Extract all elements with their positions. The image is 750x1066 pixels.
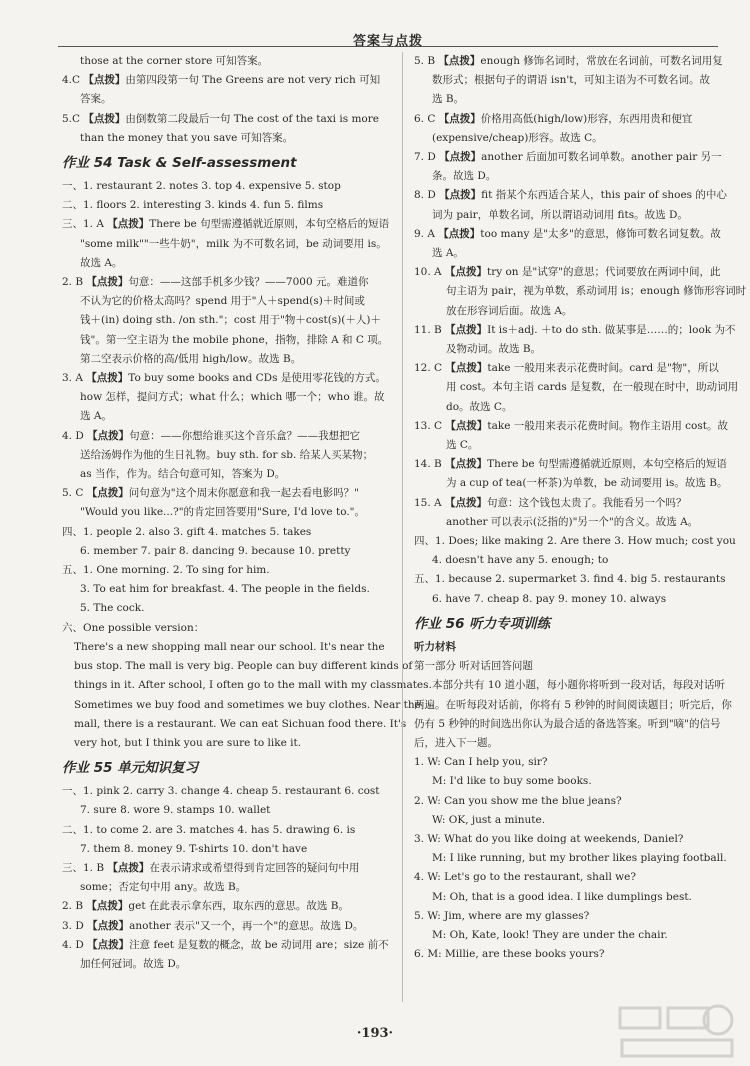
hint-marker: 【点拨】	[444, 496, 487, 509]
hint-marker: 【点拨】	[86, 276, 129, 289]
text-line: 选 A。	[80, 410, 112, 423]
text-line: 六、One possible version：	[62, 621, 205, 634]
text-line: 6. member 7. pair 8. dancing 9. because 10. pretty	[80, 544, 351, 557]
text-line: 故选 A。	[80, 256, 123, 269]
text-line: 三、1. B 【点拨】在表示请求或希望得到肯定回答的疑问句中用	[62, 861, 360, 874]
text-line: 本部分共有 10 道小题，每小题你将听到一段对话，每段对话听	[432, 679, 726, 692]
section-heading: 作业 54 Task & Self-assessment	[62, 155, 297, 172]
text-line: 加任何冠词。故选 D。	[80, 957, 187, 970]
text-line: mall, there is a restaurant. We can eat Sichuan food there. It's	[74, 717, 407, 730]
text-line: do。故选 C。	[446, 400, 513, 413]
hint-marker: 【点拨】	[445, 458, 488, 471]
text-line: 词为 pair，单数名词，所以谓语动词用 fits。故选 D。	[432, 208, 688, 221]
text-line: things in it. After school, I often go to the mall with my classmates.	[74, 679, 432, 692]
text-line: 五、1. because 2. supermarket 3. find 4. big 5. restaurants	[414, 573, 726, 586]
text-line: 3. A 【点拨】To buy some books and CDs 是使用零花钱的方式。	[62, 372, 386, 385]
text-line: W: OK, just a minute.	[432, 813, 546, 826]
text-line: 2. B 【点拨】get 在此表示拿东西，取东西的意思。故选 B。	[62, 900, 349, 913]
text-line: 两遍。在听每段对话前，你将有 5 秒钟的时间阅读题目；听完后，你	[414, 698, 732, 711]
text-line: 送给汤姆作为他的生日礼物。buy sth. for sb. 给某人买某物；	[80, 448, 374, 461]
text-line: 6. C 【点拨】价格用高低(high/low)形容，东西用贵和便宜	[414, 112, 693, 125]
text-line: 12. C 【点拨】take 一般用来表示花费时间。card 是"物"，所以	[414, 362, 719, 375]
text-line: Sometimes we buy food and sometimes we buy clothes. Near the	[74, 698, 421, 711]
hint-marker: 【点拨】	[438, 55, 481, 67]
text-line: M: I'd like to buy some books.	[432, 775, 592, 788]
hint-marker: 【点拨】	[438, 227, 481, 240]
text-line: 6. have 7. cheap 8. pay 9. money 10. always	[432, 592, 667, 605]
text-line: 用 cost。本句主语 cards 是复数，在一般现在时中，助动词用	[446, 381, 739, 394]
hint-marker: 【点拨】	[445, 323, 488, 336]
watermark-logo	[612, 1000, 742, 1060]
hint-marker: 【点拨】	[445, 419, 488, 432]
text-line: 2. W: Can you show me the blue jeans?	[414, 794, 622, 807]
text-line: M: I like running, but my brother likes playing football.	[432, 852, 727, 865]
text-line: 15. A 【点拨】句意：这个钱包太贵了。我能看另一个吗？	[414, 496, 687, 509]
text-line: 不认为它的价格太高吗？spend 用于"人＋spend(s)＋时间或	[80, 295, 365, 308]
text-line: "some milk""一些牛奶"，milk 为不可数名词，be 动词要用 is。	[80, 237, 387, 250]
text-line: 4. D 【点拨】句意：——你想给谁买这个音乐盒？——我想把它	[62, 429, 361, 442]
hint-marker: 【点拨】	[83, 74, 126, 87]
text-line: 7. sure 8. wore 9. stamps 10. wallet	[80, 804, 271, 817]
text-line: 3. W: What do you like doing at weekends, Daniel?	[414, 832, 684, 845]
text-line: 5. C 【点拨】问句意为"这个周末你愿意和我一起去看电影吗？"	[62, 487, 359, 500]
text-line: 5. W: Jim, where are my glasses?	[414, 909, 590, 922]
text-line: 4. doesn't have any 5. enough; to	[432, 554, 609, 567]
text-line: 选 C。	[446, 439, 479, 452]
hint-marker: 【点拨】	[86, 900, 129, 913]
section-heading: 作业 55 单元知识复习	[62, 760, 199, 777]
hint-marker: 【点拨】	[439, 151, 482, 164]
hint-marker: 【点拨】	[86, 372, 129, 385]
text-line: 五、1. One morning. 2. To sing for him.	[62, 564, 270, 577]
text-line: 5.C 【点拨】由倒数第二段最后一句 The cost of the taxi is more	[62, 112, 379, 125]
text-line: There's a new shopping mall near our school. It's near the	[74, 640, 385, 653]
text-line: 9. A 【点拨】too many 是"太多"的意思，修饰可数名词复数。故	[414, 227, 721, 240]
text-line: 四、1. people 2. also 3. gift 4. matches 5. takes	[62, 525, 312, 538]
text-line: 一、1. pink 2. carry 3. change 4. cheap 5. restaurant 6. cost	[62, 785, 380, 798]
hint-marker: 【点拨】	[86, 487, 129, 500]
text-line: 三、1. A 【点拨】There be 句型需遵循就近原则，本句空格后的短语	[62, 218, 390, 231]
text-line: 答案。	[80, 93, 112, 106]
text-line: another 可以表示(泛指的)"另一个"的含义。故选 A。	[446, 515, 699, 528]
hint-marker: 【点拨】	[438, 112, 481, 125]
hint-marker: 【点拨】	[87, 429, 130, 442]
text-line: 第二空表示价格的高/低用 high/low。故选 B。	[80, 352, 302, 365]
text-line: "Would you like...?"的肯定回答要用"Sure, I'd love to."。	[80, 506, 366, 519]
text-line: how 怎样，提问方式；what 什么；which 哪一个；who 谁。故	[80, 391, 385, 404]
text-line: 5. B 【点拨】enough 修饰名词时，常放在名词前，可数名词用复	[414, 55, 723, 67]
column-divider	[402, 52, 403, 1002]
page-header	[58, 8, 718, 47]
text-line: 数形式；根据句子的谓语 isn't，可知主语为不可数名词。故	[432, 74, 710, 87]
text-line: M: Oh, Kate, look! They are under the chair.	[432, 928, 668, 941]
text-line: 3. D 【点拨】another 表示"又一个，再一个"的意思。故选 D。	[62, 919, 364, 932]
hint-marker: 【点拨】	[87, 938, 130, 951]
text-line: 选 B。	[432, 93, 465, 106]
hint-marker: 【点拨】	[444, 266, 487, 279]
text-line: 13. C 【点拨】take 一般用来表示花费时间。物作主语用 cost。故	[414, 419, 728, 432]
text-line: some；否定句中用 any。故选 B。	[80, 881, 247, 894]
text-line: 6. M: Millie, are these books yours?	[414, 948, 605, 961]
text-line: M: Oh, that is a good idea. I like dumplings best.	[432, 890, 692, 903]
text-line: 听力材料	[414, 640, 456, 653]
text-line: 14. B 【点拨】There be 句型需遵循就近原则，本句空格后的短语	[414, 458, 727, 471]
text-line: 句主语为 pair，视为单数，系动词用 is；enough 修饰形容词时	[446, 285, 747, 298]
text-line: as 当作，作为。结合句意可知，答案为 D。	[80, 468, 286, 481]
text-line: 第一部分 听对话回答问题	[414, 660, 533, 673]
text-line: 8. D 【点拨】fit 指某个东西适合某人，this pair of shoes 的中心	[414, 189, 727, 202]
hint-marker: 【点拨】	[107, 861, 150, 874]
text-line: 11. B 【点拨】It is＋adj. ＋to do sth. 做某事是……的；look 为不	[414, 323, 736, 336]
page-title: 答案与点拨	[352, 34, 423, 49]
text-line: 4.C 【点拨】由第四段第一句 The Greens are not very rich 可知	[62, 74, 381, 87]
text-line: 一、1. restaurant 2. notes 3. top 4. expensive 5. stop	[62, 180, 341, 193]
text-line: those at the corner store 可知答案。	[80, 55, 269, 67]
left-column	[62, 52, 432, 1012]
text-line: 二、1. floors 2. interesting 3. kinds 4. fun 5. films	[62, 199, 324, 212]
text-line: than the money that you save 可知答案。	[80, 131, 294, 144]
text-line: 后，进入下一题。	[414, 736, 498, 749]
text-line: 及物动词。故选 B。	[446, 343, 542, 356]
text-line: 放在形容词后面。故选 A。	[446, 304, 573, 317]
text-line: 5. The cock.	[80, 602, 145, 615]
text-line: 2. B 【点拨】句意：——这部手机多少钱？——7000 元。难道你	[62, 276, 369, 289]
page-number: ·193·	[356, 1026, 394, 1041]
hint-marker: 【点拨】	[87, 919, 130, 932]
hint-marker: 【点拨】	[83, 112, 126, 125]
text-line: 仍有 5 秒钟的时间选出你认为最合适的备选答案。听到"嘀"的信号	[414, 717, 721, 730]
text-line: very hot, but I think you are sure to like it.	[74, 736, 302, 749]
text-line: (expensive/cheap)形容。故选 C。	[432, 131, 603, 144]
text-line: 条。故选 D。	[432, 170, 497, 183]
text-line: 钱＋(in) doing sth. /on sth."；cost 用于"物＋cost(s)(＋人)＋	[80, 314, 381, 327]
text-line: 7. D 【点拨】another 后面加可数名词单数。another pair 另一	[414, 151, 722, 164]
text-line: 选 A。	[432, 247, 464, 260]
text-line: 钱"。第一空主语为 the mobile phone，指物，排除 A 和 C 项。	[80, 333, 389, 346]
hint-marker: 【点拨】	[439, 189, 482, 202]
text-line: bus stop. The mall is very big. People can buy different kinds of	[74, 660, 413, 673]
text-line: 二、1. to come 2. are 3. matches 4. has 5. drawing 6. is	[62, 823, 356, 836]
text-line: 7. them 8. money 9. T-shirts 10. don't have	[80, 842, 308, 855]
hint-marker: 【点拨】	[445, 362, 488, 375]
text-line: 3. To eat him for breakfast. 4. The people in the fields.	[80, 583, 370, 596]
hint-marker: 【点拨】	[107, 218, 150, 231]
text-line: 四、1. Does; like making 2. Are there 3. How much; cost you	[414, 535, 736, 548]
text-line: 4. W: Let's go to the restaurant, shall we?	[414, 871, 637, 884]
text-line: 10. A 【点拨】try on 是"试穿"的意思；代词要放在两词中间，此	[414, 266, 721, 279]
text-line: 为 a cup of tea(一杯茶)为单数，be 动词要用 is。故选 B。	[446, 477, 728, 490]
right-column	[414, 52, 747, 1012]
text-line: 4. D 【点拨】注意 feet 是复数的概念，故 be 动词用 are；size 前不	[62, 938, 389, 951]
text-line: 1. W: Can I help you, sir?	[414, 756, 548, 769]
section-heading: 作业 56 听力专项训练	[414, 615, 551, 632]
